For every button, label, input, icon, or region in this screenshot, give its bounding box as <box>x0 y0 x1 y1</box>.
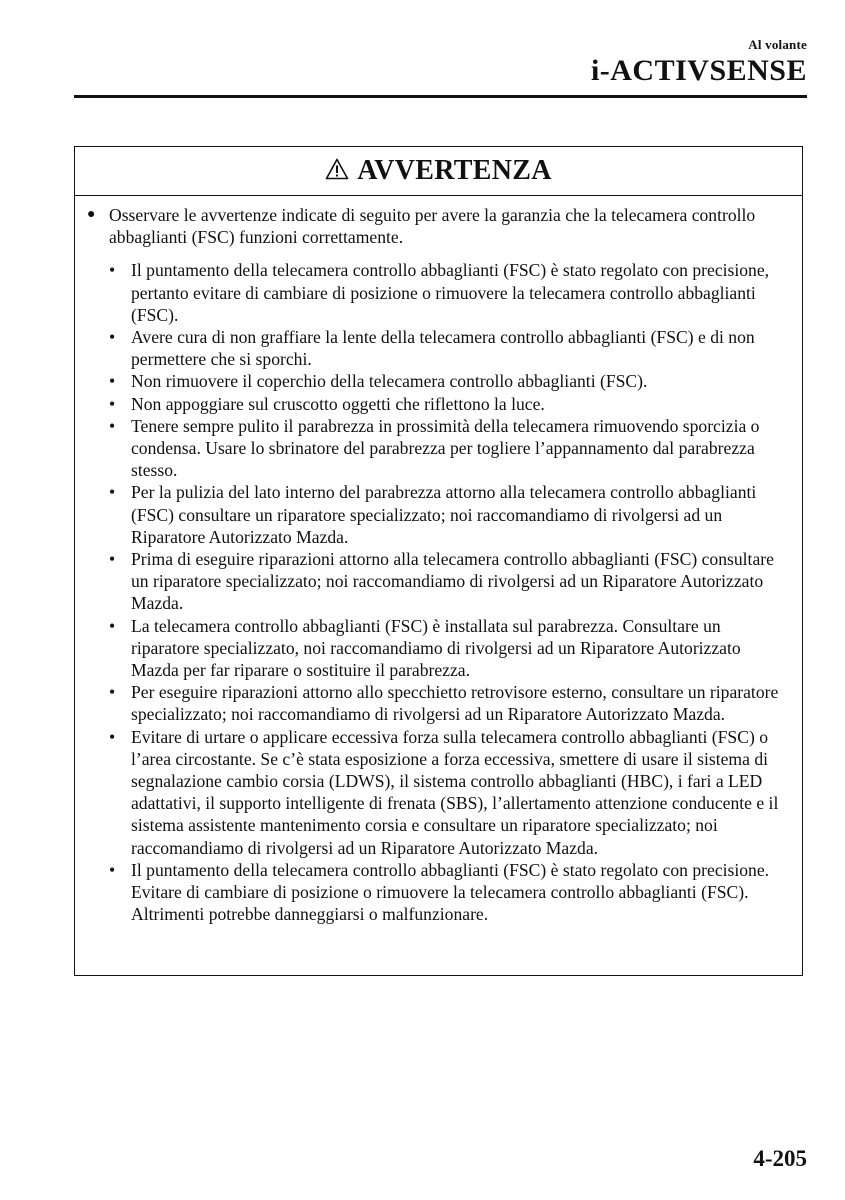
warning-header <box>75 147 802 196</box>
warning-item-text: Non rimuovere il coperchio della telecamera controllo abbaglianti (FSC). <box>131 371 648 392</box>
warning-item-text: Per la pulizia del lato interno del parabrezza attorno alla telecamera controllo abbaglianti (FSC) consultare un riparatore specializzato; noi raccomandiamo di rivolgersi ad un Riparatore Autorizzato Mazda. <box>131 482 757 547</box>
bullet-icon: • <box>109 859 116 880</box>
warning-sub-list <box>87 259 786 925</box>
chapter-title: i-ACTIVSENSE <box>590 54 807 87</box>
warning-item-text: Tenere sempre pulito il parabrezza in prossimità della telecamera rimuovendo sporcizia o condensa. Usare lo sbrinatore del parabrezza per togliere l’appannamento dal parabrezza stesso. <box>131 415 760 481</box>
bullet-icon: • <box>109 549 116 570</box>
warning-list-item <box>109 726 786 859</box>
main-bullet-item <box>87 204 786 248</box>
bullet-icon: • <box>109 327 116 348</box>
bullet-icon: • <box>109 415 116 436</box>
warning-title: AVVERTENZA <box>357 155 552 186</box>
warning-list-item <box>109 415 786 482</box>
warning-list-item <box>109 370 786 392</box>
warning-box <box>74 146 803 976</box>
header-rule <box>74 95 807 98</box>
bullet-icon: • <box>109 615 116 636</box>
warning-list-item <box>109 259 786 326</box>
warning-item-text: Non appoggiare sul cruscotto oggetti che riflettono la luce. <box>131 393 545 414</box>
warning-item-text: Per eseguire riparazioni attorno allo specchietto retrovisore esterno, consultare un riparatore specializzato; noi raccomandiamo di rivolgersi ad un Riparatore Autorizzato Mazda. <box>131 682 779 725</box>
bullet-icon: • <box>109 726 116 747</box>
bullet-icon: • <box>109 482 116 503</box>
filled-bullet-icon: ● <box>87 207 96 222</box>
page-number: 4-205 <box>753 1146 807 1171</box>
section-label: Al volante <box>748 37 807 52</box>
warning-item-text: Il puntamento della telecamera controllo abbaglianti (FSC) è stato regolato con precisione. Evitare di cambiare di posizione o rimuovere la telecamera controllo abbaglianti (FSC). Altrimenti potrebbe danneggiarsi o malfunzionare. <box>131 859 770 925</box>
warning-list-item <box>109 326 786 370</box>
warning-list-item <box>109 859 786 926</box>
warning-body <box>75 196 802 926</box>
warning-list-item <box>109 393 786 415</box>
warning-item-text: Avere cura di non graffiare la lente della telecamera controllo abbaglianti (FSC) e di non permettere che si sporchi. <box>131 327 755 370</box>
warning-item-text: Il puntamento della telecamera controllo abbaglianti (FSC) è stato regolato con precisione, pertanto evitare di cambiare di posizione o rimuovere la telecamera controllo abbaglianti (FSC). <box>131 260 770 325</box>
warning-list-item <box>109 548 786 615</box>
warning-list-item <box>109 615 786 682</box>
warning-list-item <box>109 681 786 725</box>
bullet-icon: • <box>109 393 116 414</box>
bullet-icon: • <box>109 371 116 392</box>
bullet-icon: • <box>109 260 116 281</box>
warning-triangle-icon <box>325 158 349 185</box>
warning-intro: Osservare le avvertenze indicate di seguito per avere la garanzia che la telecamera controllo abbaglianti (FSC) funzioni correttamente. <box>109 205 756 248</box>
bullet-icon: • <box>109 682 116 703</box>
warning-item-text: La telecamera controllo abbaglianti (FSC) è installata sul parabrezza. Consultare un riparatore specializzato, noi raccomandiamo di rivolgersi ad un Riparatore Autorizzato Mazda per far riparare o sostituire il parabrezza. <box>131 615 741 681</box>
warning-list-item <box>109 481 786 548</box>
warning-item-text: Prima di eseguire riparazioni attorno alla telecamera controllo abbaglianti (FSC) consultare un riparatore specializzato; noi raccomandiamo di rivolgersi ad un Riparatore Autorizzato Mazda. <box>131 549 774 614</box>
warning-item-text: Evitare di urtare o applicare eccessiva forza sulla telecamera controllo abbaglianti (FSC) o l’area circostante. Se c’è stata esposizione a forza eccessiva, smettere di usare il sistema di segnalazione cambio corsia (LDWS), il sistema controllo abbaglianti (HBC), i fari a LED adattativi, il supporto intelligente di frenata (SBS), l’allertamento attenzione conducente e il sistema assistente mantenimento corsia e consultare un riparatore specializzato; noi raccomandiamo di rivolgersi ad un Riparatore Autorizzato Mazda. <box>131 726 779 858</box>
